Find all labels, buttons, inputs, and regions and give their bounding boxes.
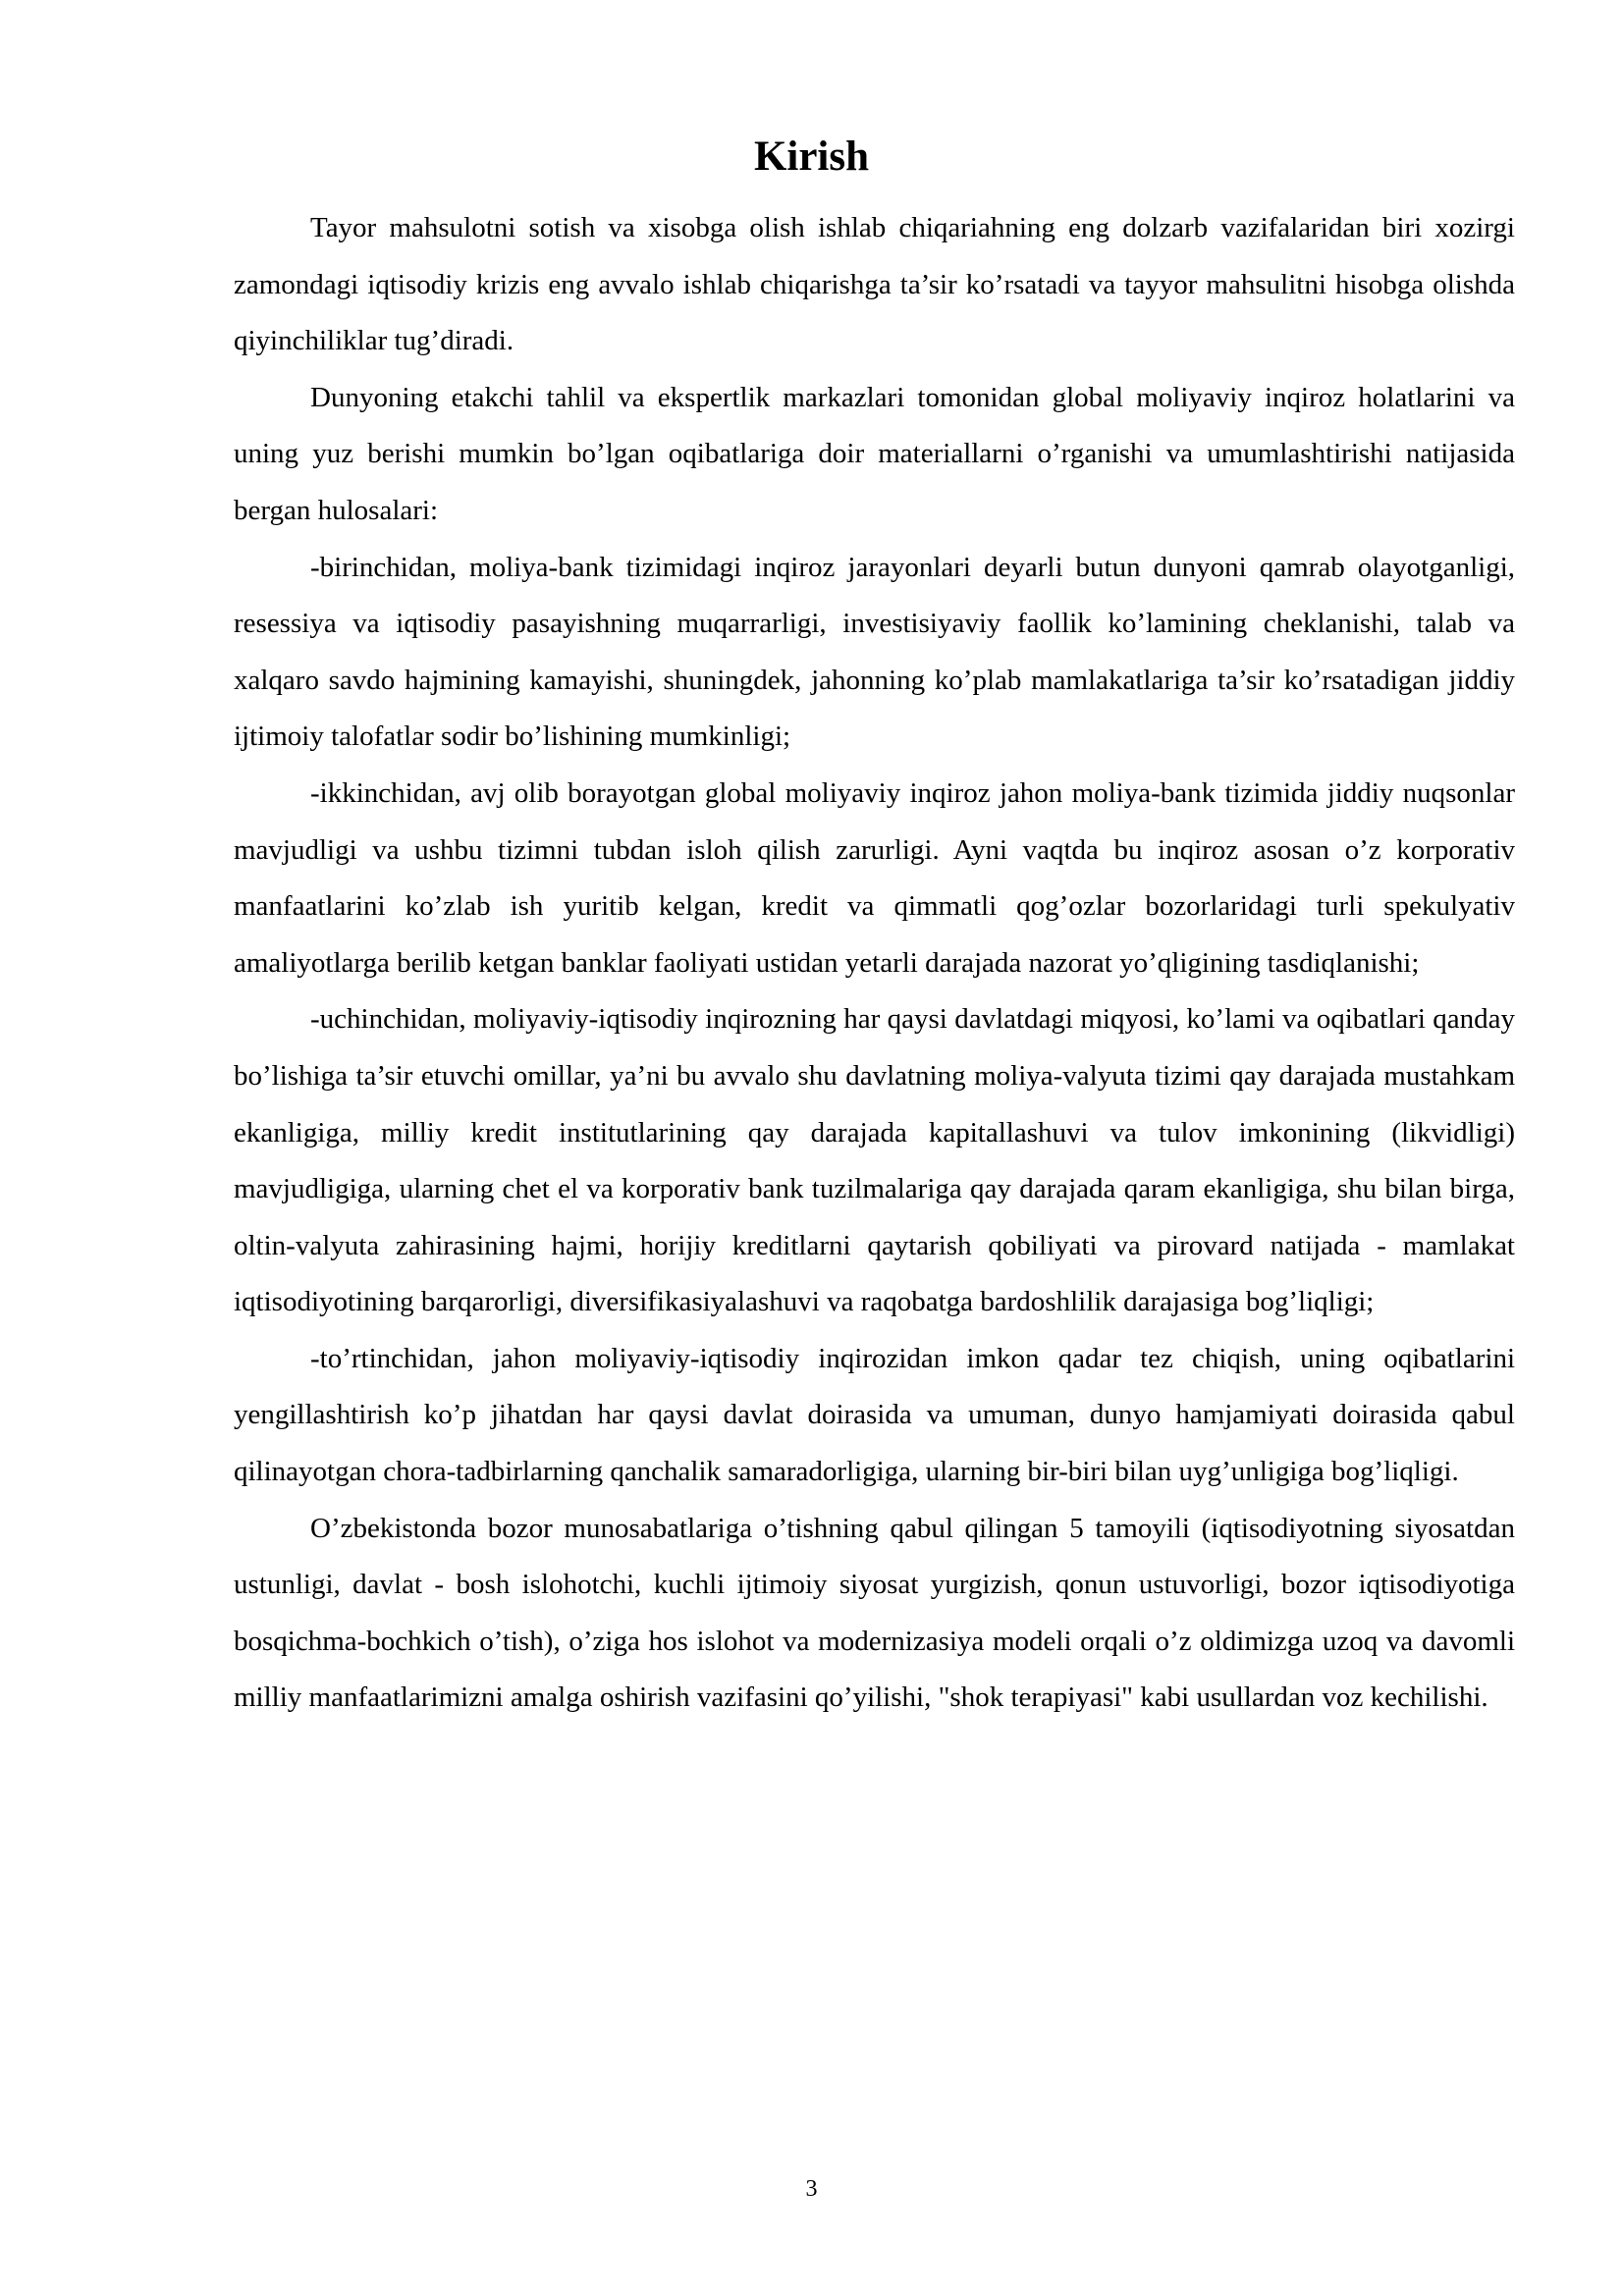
- page-number: 3: [805, 2176, 818, 2202]
- paragraph-uzbekistan-principles: O’zbekistonda bozor munosabatlariga o’tishning qabul qilingan 5 tamoyili (iqtisodiyotning siyosatdan ustunligi, davlat - bosh islohotchi, kuchli ijtimoiy siyosat yurgizish, qonun ustuvorligi, bozor iqtisodiyotiga bosqichma-bochkich o’tish), o’ziga hos islohot va modernizasiya modeli orqali o’z oldimizga uzoq va davomli milliy manfaatlarimizni amalga oshirish vazifasini qo’yilishi, "shok terapiyasi" kabi usullardan voz kechilishi.: [234, 1512, 1515, 1714]
- paragraph-second-point: -ikkinchidan, avj olib borayotgan global moliyaviy inqiroz jahon moliya-bank tizimida jiddiy nuqsonlar mavjudligi va ushbu tizimni tubdan isloh qilish zarurligi. Ayni vaqtda bu inqiroz asosan o’z korporativ manfaatlarini ko’zlab ish yuritib kelgan, kredit va qimmatli qog’ozlar bozorlaridagi turli spekulyativ amaliyotlarga berilib ketgan banklar faoliyati ustidan yetarli darajada nazorat yo’qligining tasdiqlanishi;: [234, 776, 1515, 979]
- paragraph-conclusions-lead: Dunyoning etakchi tahlil va ekspertlik markazlari tomonidan global moliyaviy inqiroz holatlarini va uning yuz berishi mumkin bo’lgan oqibatlariga doir materiallarni o’rganishi va umumlashtirishi natijasida bergan hulosalari:: [234, 381, 1515, 526]
- paragraph-third-point: -uchinchidan, moliyaviy-iqtisodiy inqirozning har qaysi davlatdagi miqyosi, ko’lami va oqibatlari qanday bo’lishiga ta’sir etuvchi omillar, ya’ni bu avvalo shu davlatning moliya-valyuta tizimi qay darajada mustahkam ekanligiga, milliy kredit institutlarining qay darajada kapitallashuvi va tulov imkonining (likvidligi) mavjudligiga, ularning chet el va korporativ bank tuzilmalariga qay darajada qaram ekanligiga, shu bilan birga, oltin-valyuta zahirasining hajmi, horijiy kreditlarni qaytarish qobiliyati va pirovard natijada - mamlakat iqtisodiyotining barqarorligi, diversifikasiyalashuvi va raqobatga bardoshlilik darajasiga bog’liqligi;: [234, 1003, 1515, 1318]
- paragraph-first-point: -birinchidan, moliya-bank tizimidagi inqiroz jarayonlari deyarli butun dunyoni qamrab olayotganligi, resessiya va iqtisodiy pasayishning muqarrarligi, investisiyaviy faollik ko’lamining cheklanishi, talab va xalqaro savdo hajmining kamayishi, shuningdek, jahonning ko’plab mamlakatlariga ta’sir ko’rsatadigan jiddiy ijtimoiy talofatlar sodir bo’lishining mumkinligi;: [234, 551, 1515, 753]
- paragraph-fourth-point: -to’rtinchidan, jahon moliyaviy-iqtisodiy inqirozidan imkon qadar tez chiqish, uning oqibatlarini yengillashtirish ko’p jihatdan har qaysi davlat doirasida va umuman, dunyo hamjamiyati doirasida qabul qilinayotgan chora-tadbirlarning qanchalik samaradorligiga, ularning bir-biri bilan uyg’unligiga bog’liqligi.: [234, 1342, 1515, 1488]
- paragraph-intro: Tayor mahsulotni sotish va xisobga olish ishlab chiqariahning eng dolzarb vazifalaridan biri xozirgi zamondagi iqtisodiy krizis eng avvalo ishlab chiqarishga ta’sir ko’rsatadi va tayyor mahsulitni hisobga olishda qiyinchiliklar tug’diradi.: [234, 212, 1515, 357]
- page-title: Kirish: [753, 133, 870, 180]
- body-text: [234, 200, 1515, 1727]
